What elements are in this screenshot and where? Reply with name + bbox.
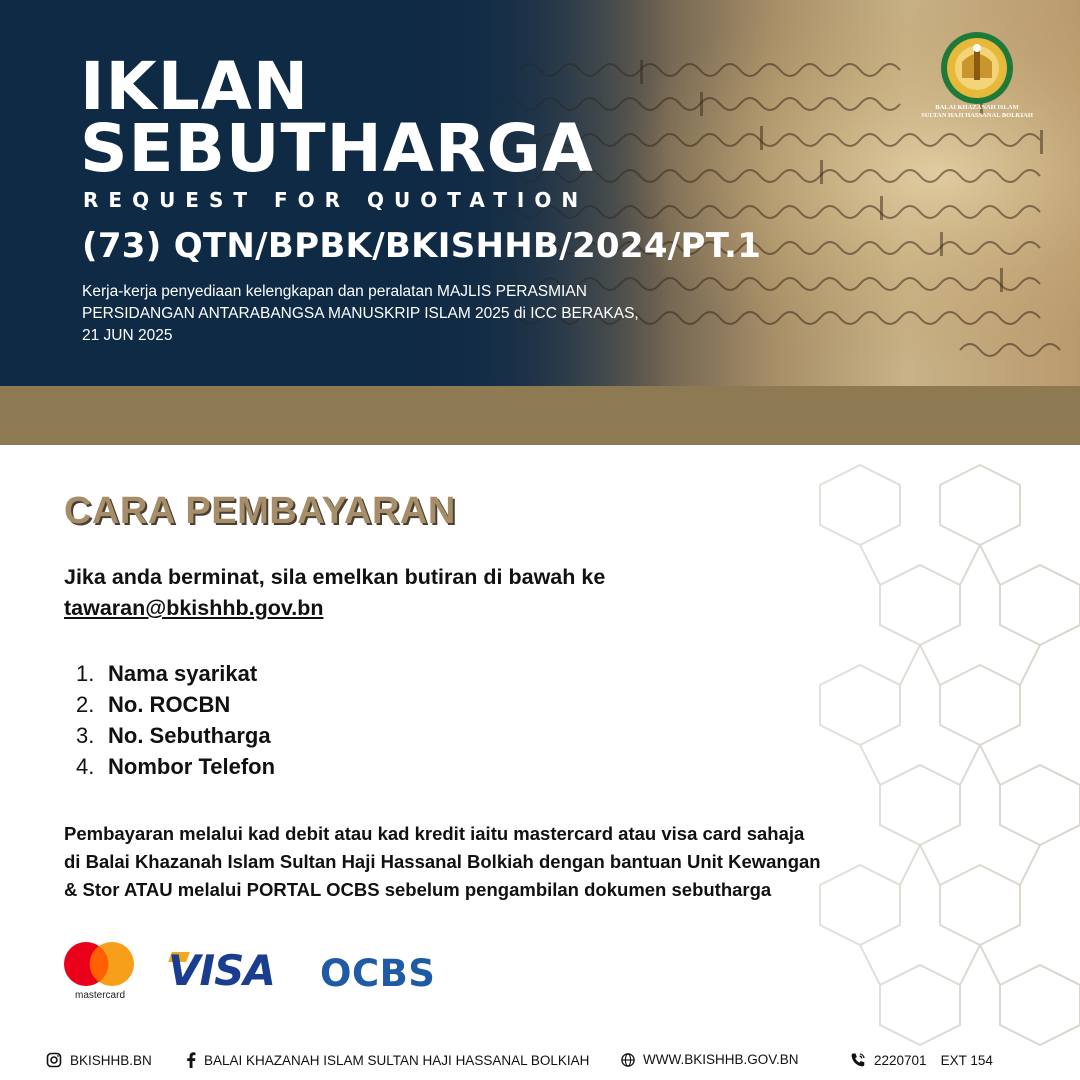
- intro-sentence: Jika anda berminat, sila emelkan butiran di bawah ke: [64, 565, 606, 589]
- phone-extension: EXT 154: [940, 1052, 993, 1068]
- header-banner: [0, 0, 1080, 386]
- visa-logo: VISA: [168, 946, 275, 995]
- website-url: WWW.BKISHHB.GOV.BN: [643, 1052, 799, 1067]
- subtitle: REQUEST FOR QUOTATION: [83, 188, 589, 212]
- ocbs-logo: OCBS: [320, 952, 436, 995]
- description-line: Kerja-kerja penyediaan kelengkapan dan peralatan MAJLIS PERASMIAN: [82, 283, 587, 300]
- required-details-list: [76, 658, 275, 782]
- footer: [0, 1040, 1080, 1080]
- description-line: PERSIDANGAN ANTARABANGSA MANUSKRIP ISLAM 2025 di ICC BERAKAS,: [82, 305, 639, 322]
- footer-facebook[interactable]: [186, 1052, 589, 1068]
- list-number: 4.: [76, 754, 95, 779]
- instagram-icon: [46, 1052, 62, 1068]
- logo-text-line: BALAI KHAZANAH ISLAM: [935, 104, 1019, 111]
- logo-text: [916, 104, 1038, 120]
- description-line: 21 JUN 2025: [82, 327, 173, 344]
- footer-phone[interactable]: [850, 1052, 993, 1068]
- title-line-2: SEBUTHARGA: [80, 110, 594, 187]
- mastercard-wordmark: mastercard: [74, 990, 126, 1001]
- list-number: 1.: [76, 661, 95, 686]
- list-text: Nama syarikat: [108, 661, 258, 686]
- list-item: [76, 751, 275, 782]
- payment-line: Pembayaran melalui kad debit atau kad kredit iaitu mastercard atau visa card sahaja: [64, 823, 805, 844]
- footer-instagram[interactable]: [46, 1052, 152, 1068]
- facebook-page: BALAI KHAZANAH ISLAM SULTAN HAJI HASSANAL BOLKIAH: [204, 1052, 590, 1068]
- phone-number: 2220701: [874, 1052, 927, 1068]
- intro-text: [64, 562, 824, 624]
- gold-band: [0, 386, 1080, 445]
- facebook-icon: [186, 1052, 196, 1068]
- list-item: [76, 689, 275, 720]
- list-text: Nombor Telefon: [108, 754, 276, 779]
- list-text: No. ROCBN: [108, 692, 231, 717]
- description: [82, 281, 682, 347]
- payment-info: [64, 820, 964, 904]
- list-item: [76, 658, 275, 689]
- list-number: 2.: [76, 692, 95, 717]
- payment-line: & Stor ATAU melalui PORTAL OCBS sebelum pengambilan dokumen sebutharga: [64, 879, 772, 900]
- title-line-1: IKLAN: [80, 48, 310, 125]
- section-title: CARA PEMBAYARAN: [64, 490, 456, 532]
- logo-text-line: SULTAN HAJI HASSANAL BOLKIAH: [921, 112, 1033, 119]
- instagram-handle: BKISHHB.BN: [70, 1052, 152, 1068]
- globe-icon: [621, 1053, 635, 1067]
- list-text: No. Sebutharga: [108, 723, 271, 748]
- mastercard-logo: [62, 940, 138, 1002]
- email-link[interactable]: tawaran@bkishhb.gov.bn: [64, 596, 324, 620]
- footer-website[interactable]: [621, 1052, 799, 1067]
- list-number: 3.: [76, 723, 95, 748]
- phone-icon: [850, 1052, 866, 1068]
- list-item: [76, 720, 275, 751]
- reference-number: (73) QTN/BPBK/BKISHHB/2024/PT.1: [82, 226, 762, 266]
- payment-line: di Balai Khazanah Islam Sultan Haji Hassanal Bolkiah dengan bantuan Unit Kewangan: [64, 851, 821, 872]
